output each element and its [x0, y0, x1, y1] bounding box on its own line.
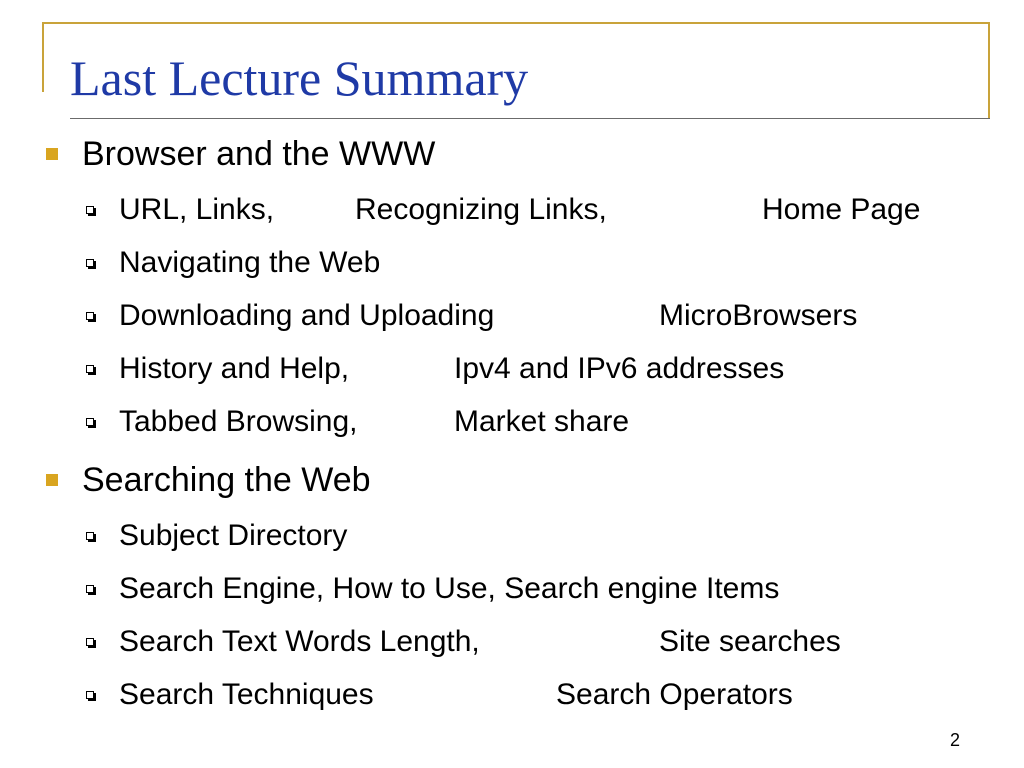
list-item	[84, 624, 959, 660]
list-item	[84, 298, 959, 334]
list-item	[84, 404, 959, 440]
hollow-square-bullet-icon	[86, 638, 94, 646]
section-browser-www	[46, 132, 435, 176]
hollow-square-bullet-icon	[86, 585, 94, 593]
hollow-square-bullet-icon	[86, 418, 94, 426]
slide-number: 2	[949, 730, 960, 750]
item-text: MicroBrowsers	[659, 299, 858, 332]
item-text: Navigating the Web	[119, 246, 381, 279]
section-searching-web	[46, 458, 371, 502]
hollow-square-bullet-icon	[86, 259, 94, 267]
section-heading: Browser and the WWW	[82, 135, 436, 173]
section-heading: Searching the Web	[82, 461, 371, 499]
hollow-square-bullet-icon	[86, 206, 94, 214]
item-text: URL, Links,	[119, 193, 275, 226]
list-item	[84, 245, 380, 281]
square-bullet-icon	[46, 148, 58, 160]
item-text: Recognizing Links,	[355, 193, 607, 226]
item-text: Site searches	[659, 625, 841, 658]
hollow-square-bullet-icon	[86, 365, 94, 373]
hollow-square-bullet-icon	[86, 691, 94, 699]
hollow-square-bullet-icon	[86, 312, 94, 320]
list-item	[84, 677, 959, 713]
item-text: Tabbed Browsing,	[119, 405, 358, 438]
item-text: Search Engine, How to Use, Search engine Items	[119, 572, 780, 605]
item-text: Subject Directory	[119, 519, 348, 552]
item-text: Market share	[454, 405, 630, 438]
list-item	[84, 571, 779, 607]
item-text: Search Operators	[556, 678, 793, 711]
hollow-square-bullet-icon	[86, 532, 94, 540]
list-item	[84, 192, 959, 228]
item-text: Ipv4 and IPv6 addresses	[454, 352, 785, 385]
list-item	[84, 351, 959, 387]
slide-title: Last Lecture Summary	[70, 50, 529, 106]
square-bullet-icon	[46, 474, 58, 486]
item-text: Home Page	[762, 193, 921, 226]
item-text: History and Help,	[119, 352, 350, 385]
item-text: Downloading and Uploading	[119, 299, 495, 332]
item-text: Search Techniques	[119, 678, 374, 711]
list-item	[84, 518, 347, 554]
item-text: Search Text Words Length,	[119, 625, 480, 658]
